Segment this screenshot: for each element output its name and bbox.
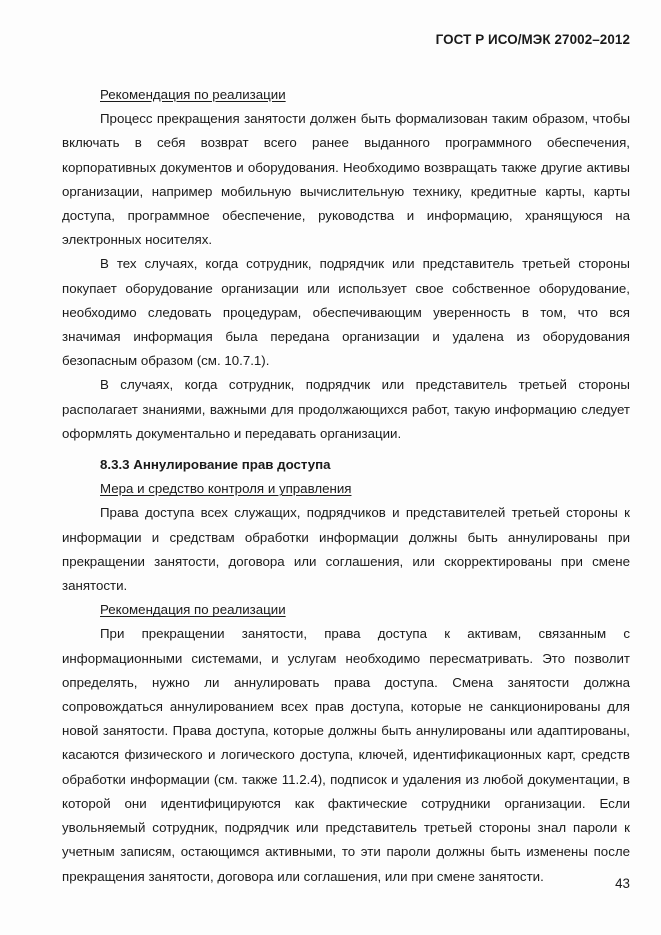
implementation-guidance-heading-2: Рекомендация по реализации [100,602,286,618]
paragraph-own-equipment: В тех случаях, когда сотрудник, подрядчик или представитель третьей стороны покупает оборудование организации или использует свое собственное оборудование, необходимо следовать процедурам, обеспечивающим уверенность в том, что вся значимая информация была передана организации и удалена из оборудования безопасным образом (см. 10.7.1). [62,256,630,369]
implementation-guidance-heading: Рекомендация по реализации [100,87,286,102]
standard-header: ГОСТ Р ИСО/МЭК 27002–2012 [435,32,630,47]
paragraph-control: Права доступа всех служащих, подрядчиков и представителей третьей стороны к информации и средствам обработки информации должны быть аннулированы при прекращении занятости, договора или соглашения, или скорректированы при смене занятости. [62,505,630,594]
page-number: 43 [615,876,630,891]
control-heading: Мера и средство контроля и управления [100,481,352,497]
section-heading-8-3-3: 8.3.3 Аннулирование прав доступа [100,457,331,473]
page-content [62,83,630,889]
paragraph-knowledge-transfer: В случаях, когда сотрудник, подрядчик или представитель третьей стороны располагает знаниями, важными для продолжающихся работ, такую информацию следует оформлять документально и передавать организации. [62,377,630,441]
paragraph-return-of-assets: Процесс прекращения занятости должен быть формализован таким образом, чтобы включать в себя возврат всего ранее выданного программного обеспечения, корпоративных документов и оборудования. Необходимо возвращать также другие активы организации, например мобильную вычислительную технику, кредитные карты, карты доступа, программное обеспечение, руководства и информацию, хранящуюся на электронных носителях. [62,111,630,248]
paragraph-access-rights-review: При прекращении занятости, права доступа к активам, связанным с информационными системами, и услугам необходимо пересматривать. Это позволит определять, нужно ли аннулировать права доступа. Смена занятости должна сопровождаться аннулированием всех прав доступа, которые не санкционированы для новой занятости. Права доступа, которые должны быть аннулированы или адаптированы, касаются физического и логического доступа, ключей, идентификационных карт, средств обработки информации (см. также 11.2.4), подписок и удаления из любой документации, в которой они идентифицируются как фактические сотрудники организации. Если увольняемый сотрудник, подрядчик или представитель третьей стороны знал пароли к учетным записям, остающимся активными, то эти пароли должны быть изменены после прекращения занятости, договора или соглашения, или при смене занятости. [62,626,630,884]
